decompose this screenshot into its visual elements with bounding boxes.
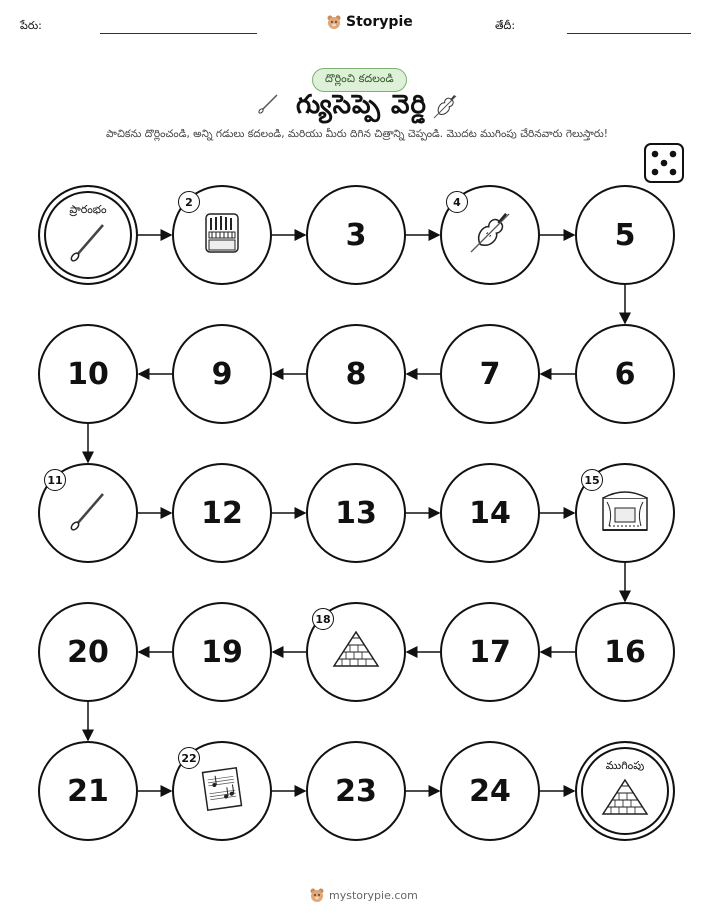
board-cell-14 [440, 463, 540, 563]
board-cell-11 [38, 463, 138, 563]
board-cell-20 [38, 602, 138, 702]
finish-cell [575, 741, 675, 841]
cell-number-badge: 2 [178, 191, 200, 213]
board-cell-23 [306, 741, 406, 841]
cell-number: 12 [201, 495, 243, 531]
baton-icon [63, 486, 113, 540]
board-cell-12 [172, 463, 272, 563]
board-cell-22 [172, 741, 272, 841]
cell-number: 5 [614, 217, 636, 253]
board-cell-13 [306, 463, 406, 563]
sheet-music-icon [197, 764, 247, 818]
brand-name: Storypie [346, 14, 413, 30]
cell-number: 6 [614, 356, 636, 392]
board-cell-21 [38, 741, 138, 841]
pyramid-icon [330, 628, 382, 676]
cell-number: 14 [469, 495, 511, 531]
cell-number: 21 [67, 773, 109, 809]
cell-number: 23 [335, 773, 377, 809]
footer-site: mystorypie.com [329, 888, 418, 902]
board-cell-17 [440, 602, 540, 702]
bear-icon [309, 887, 325, 903]
cell-number: 8 [345, 356, 367, 392]
board-cell-16 [575, 602, 675, 702]
board-cell-19 [172, 602, 272, 702]
footer [309, 887, 418, 903]
board-cell-6 [575, 324, 675, 424]
board-cell-5 [575, 185, 675, 285]
organ-icon [197, 208, 247, 262]
board-cell-4 [440, 185, 540, 285]
board-cell-15 [575, 463, 675, 563]
cell-number-badge: 22 [178, 747, 200, 769]
cell-number: 7 [479, 356, 501, 392]
cell-number: 10 [67, 356, 109, 392]
cell-number: 24 [469, 773, 511, 809]
cell-number: 13 [335, 495, 377, 531]
start-label: ప్రారంభం [69, 203, 107, 216]
cell-number: 19 [201, 634, 243, 670]
date-label: తేదీ: [495, 19, 516, 32]
board-cell-8 [306, 324, 406, 424]
finish-label: ముగింపు [605, 759, 645, 772]
roll-badge: దొర్లించి కదలండి [312, 68, 407, 92]
cell-number: 16 [604, 634, 646, 670]
board-cell-18 [306, 602, 406, 702]
board-cell-7 [440, 324, 540, 424]
board-cell-24 [440, 741, 540, 841]
cell-number-badge: 4 [446, 191, 468, 213]
violin-icon [463, 206, 517, 264]
cell-number-badge: 11 [44, 469, 66, 491]
cell-number: 17 [469, 634, 511, 670]
board-cell-3 [306, 185, 406, 285]
board-cell-9 [172, 324, 272, 424]
cell-number: 3 [345, 217, 367, 253]
instructions: పాచికను దొర్లించండి, అన్ని గడులు కదలండి, మరియు మీరు దిగిన చిత్రాన్ని చెప్పండి. మొదట ముగింపు చేరినవారు గెలుస్తారు! [106, 128, 608, 140]
name-label: పేరు: [20, 19, 42, 32]
theater-icon [597, 486, 653, 540]
page-title: గ్యుసెప్పె వెర్డి [296, 90, 427, 120]
cell-number-badge: 18 [312, 608, 334, 630]
baton-icon [63, 217, 113, 271]
board-cell-10 [38, 324, 138, 424]
cell-number-badge: 15 [581, 469, 603, 491]
cell-number: 9 [211, 356, 233, 392]
cell-number: 20 [67, 634, 109, 670]
pyramid-icon [599, 776, 651, 824]
start-cell [38, 185, 138, 285]
board-cell-2 [172, 185, 272, 285]
